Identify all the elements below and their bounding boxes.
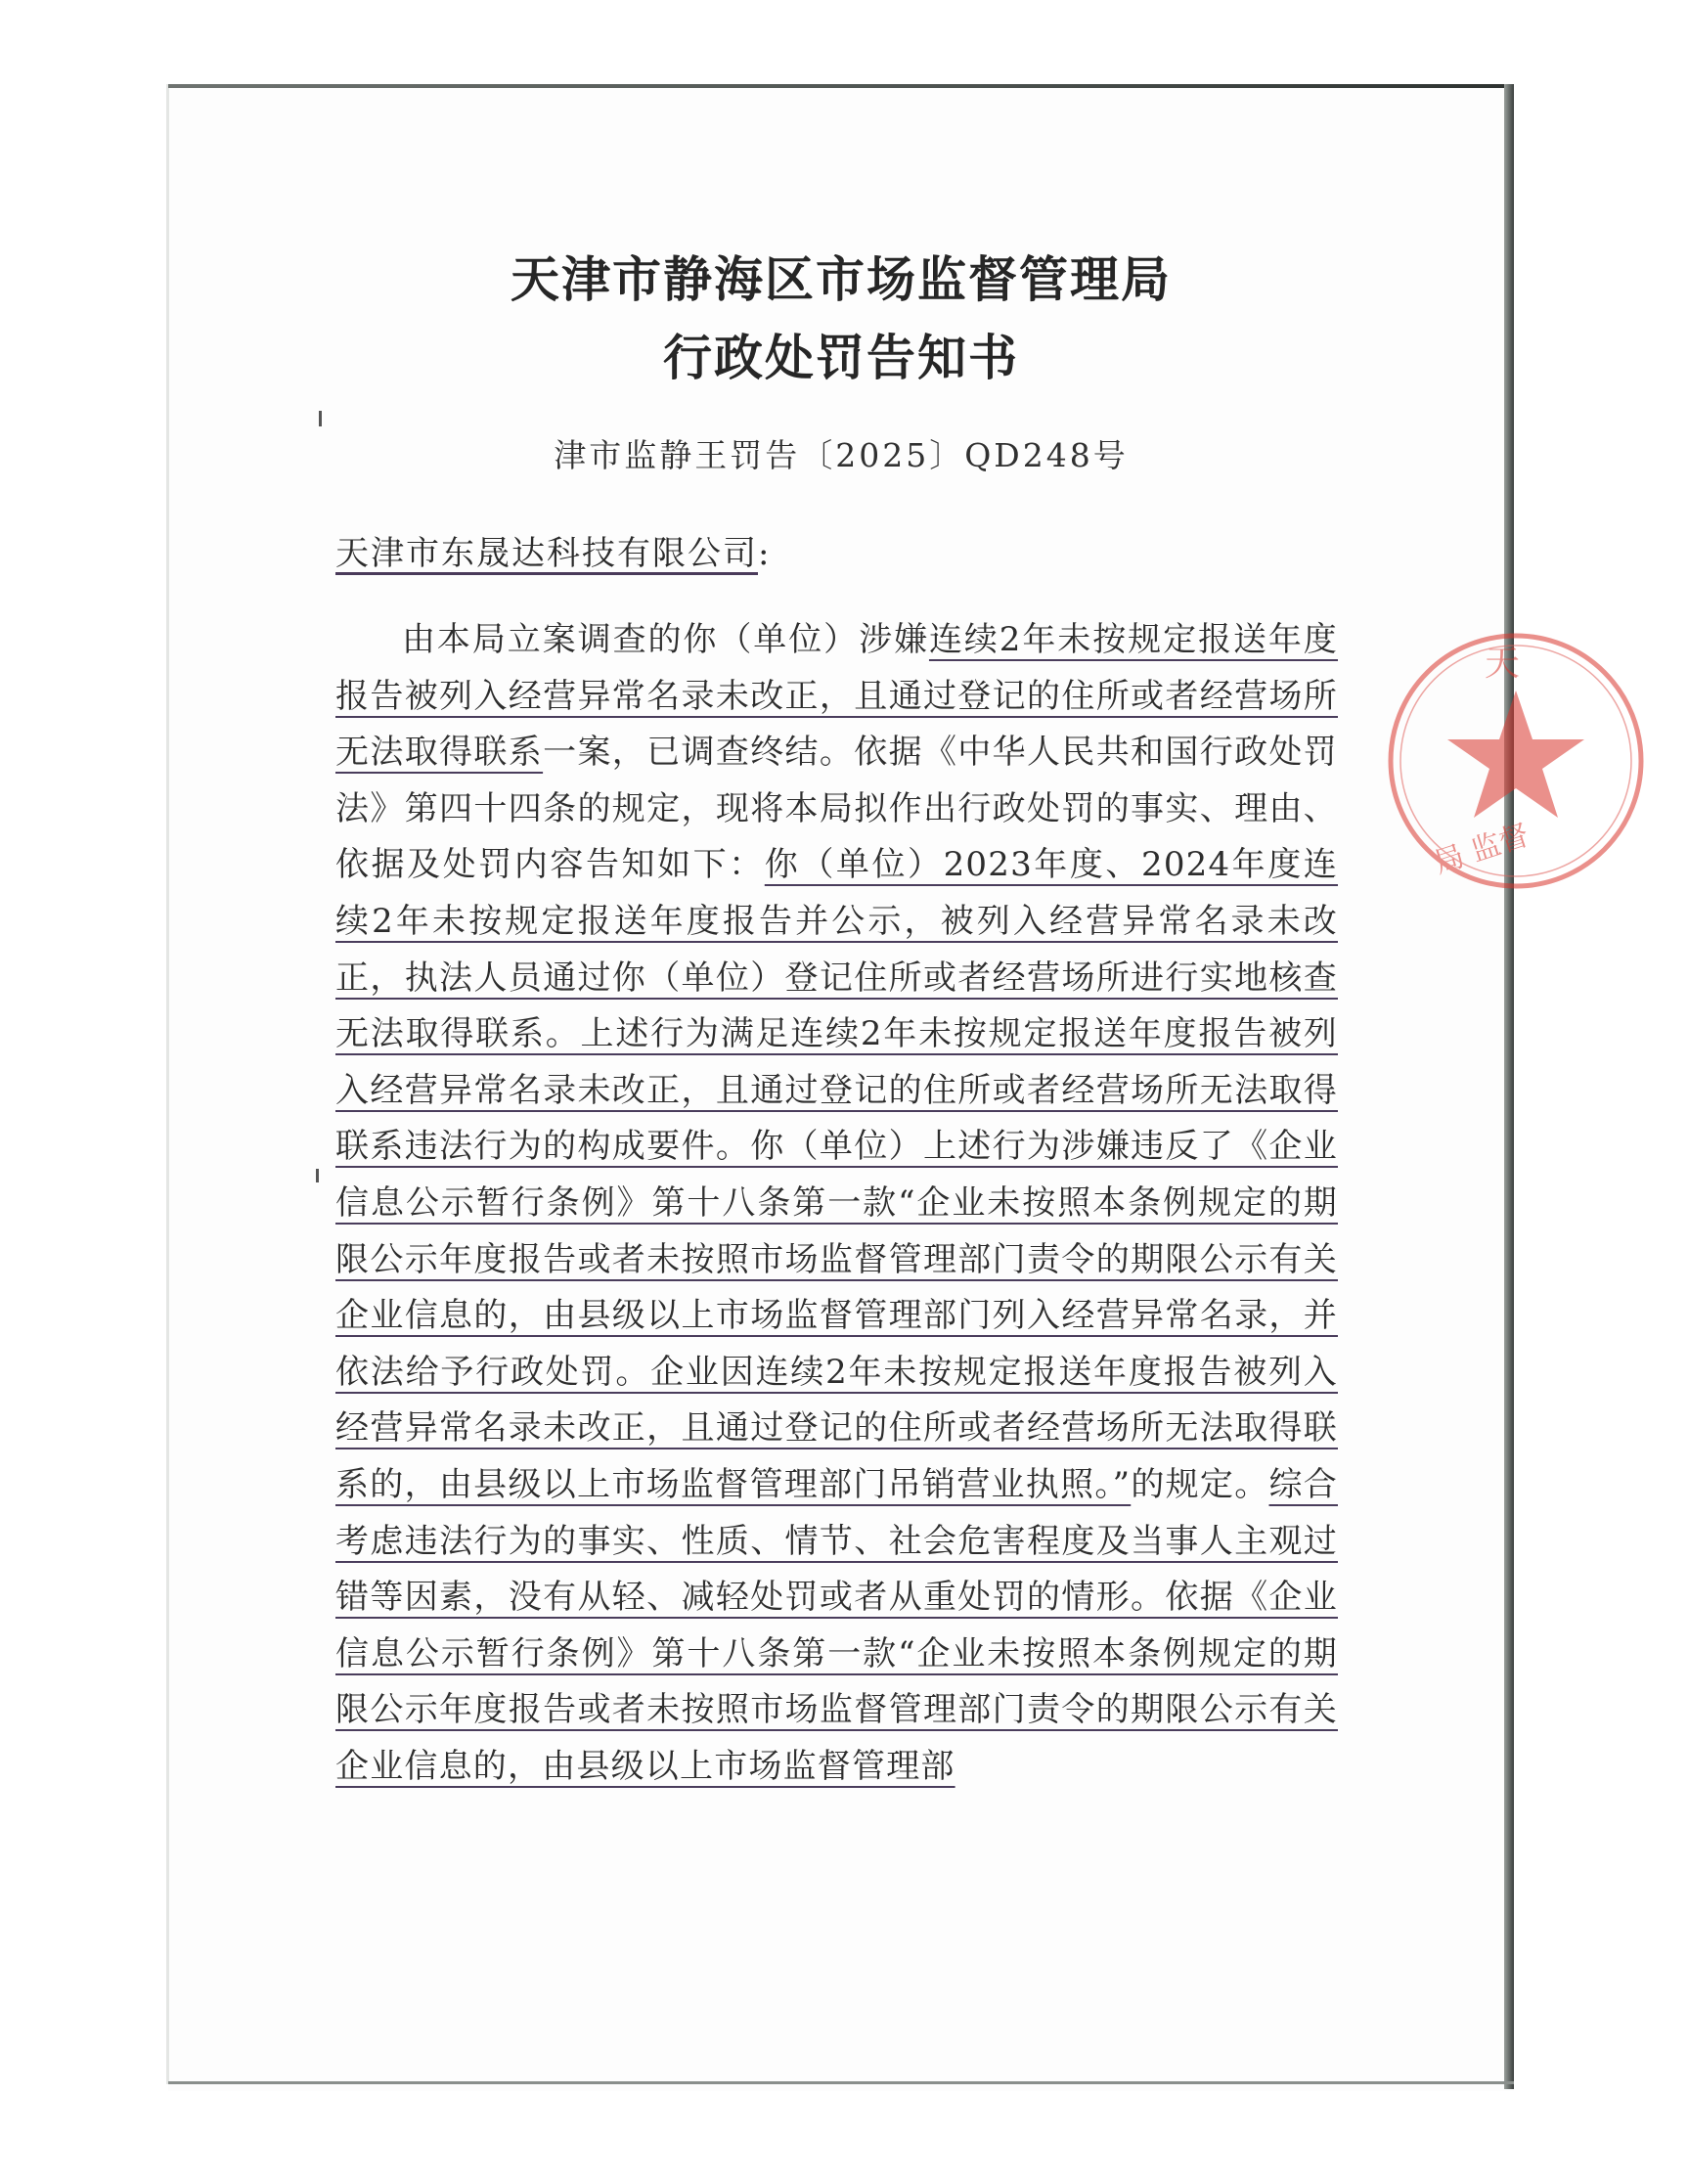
- scan-frame-top: [168, 84, 1514, 88]
- document-title-line2: 行政处罚告知书: [663, 329, 1019, 386]
- scan-frame-bottom: [168, 2081, 1514, 2084]
- seal-top-text: 天: [1485, 644, 1521, 684]
- document-title-line1: 天津市静海区市场监督管理局: [511, 250, 1172, 308]
- body-segment-underlined: 你（单位）2023年度、2024年度连续2年未按规定报送年度报告并公示，被列入经营异常名录未改正，执法人员通过你（单位）登记住所或者经营场所进行实地核查无法取得联系。上述行为满足连续2年未按规定报送年度报告被列入经营异常名录未改正，且通过登记的住所或者经营场所无法取得联系违法行为的构成要件。你（单位）上述行为涉嫌违反了《企业信息公示暂行条例》第十八条第一款“企业未按照本条例规定的期限公示年度报告或者未按照市场监督管理部门责令的期限公示有关企业信息的，由县级以上市场监督管理部门列入经营异常名录，并依法给予行政处罚。企业因连续2年未按规定报送年度报告被列入经营异常名录未改正，且通过登记的住所或者经营场所无法取得联系的，由县级以上市场监督管理部门吊销营业执照。”: [335, 845, 1339, 1504]
- body-segment: 的规定。: [1131, 1464, 1269, 1504]
- body-segment-underlined: 连续2年未按规定报送年度报告被列入经营异常名录未改正，且通过登记的住所或者经营场所无法取得联系: [335, 620, 1339, 773]
- margin-mark: [316, 1169, 319, 1182]
- body-segment: 一案，已调查终结。依据《中华人民共和国行政处罚法》第四十四条的规定，现将本局拟作出行政处罚的事实、理由、依据及处罚内容告知如下：: [335, 733, 1338, 885]
- seal-bottom-text: 局 监督: [1430, 818, 1533, 881]
- official-seal: [1369, 614, 1663, 908]
- addressee-company: 天津市东晟达科技有限公司: [335, 534, 758, 573]
- addressee: [335, 526, 771, 574]
- body-segment-underlined: 综合考虑违法行为的事实、性质、情节、社会危害程度及当事人主观过错等因素，没有从轻、减轻处罚或者从重处罚的情形。依据《企业信息公示暂行条例》第十八条第一款“企业未按照本条例规定的期限公示年度报告或者未按照市场监督管理部门责令的期限公示有关企业信息的，由县级以上市场监督管理部: [335, 1464, 1338, 1786]
- body-segment: 由本局立案调查的你（单位）涉嫌: [402, 620, 929, 659]
- star-icon: [1447, 691, 1584, 818]
- document-number: 津市监静王罚告〔2025〕QD248号: [554, 436, 1129, 474]
- addressee-colon: :: [758, 534, 772, 573]
- margin-mark: [319, 411, 322, 426]
- notice-body: [335, 612, 1338, 1795]
